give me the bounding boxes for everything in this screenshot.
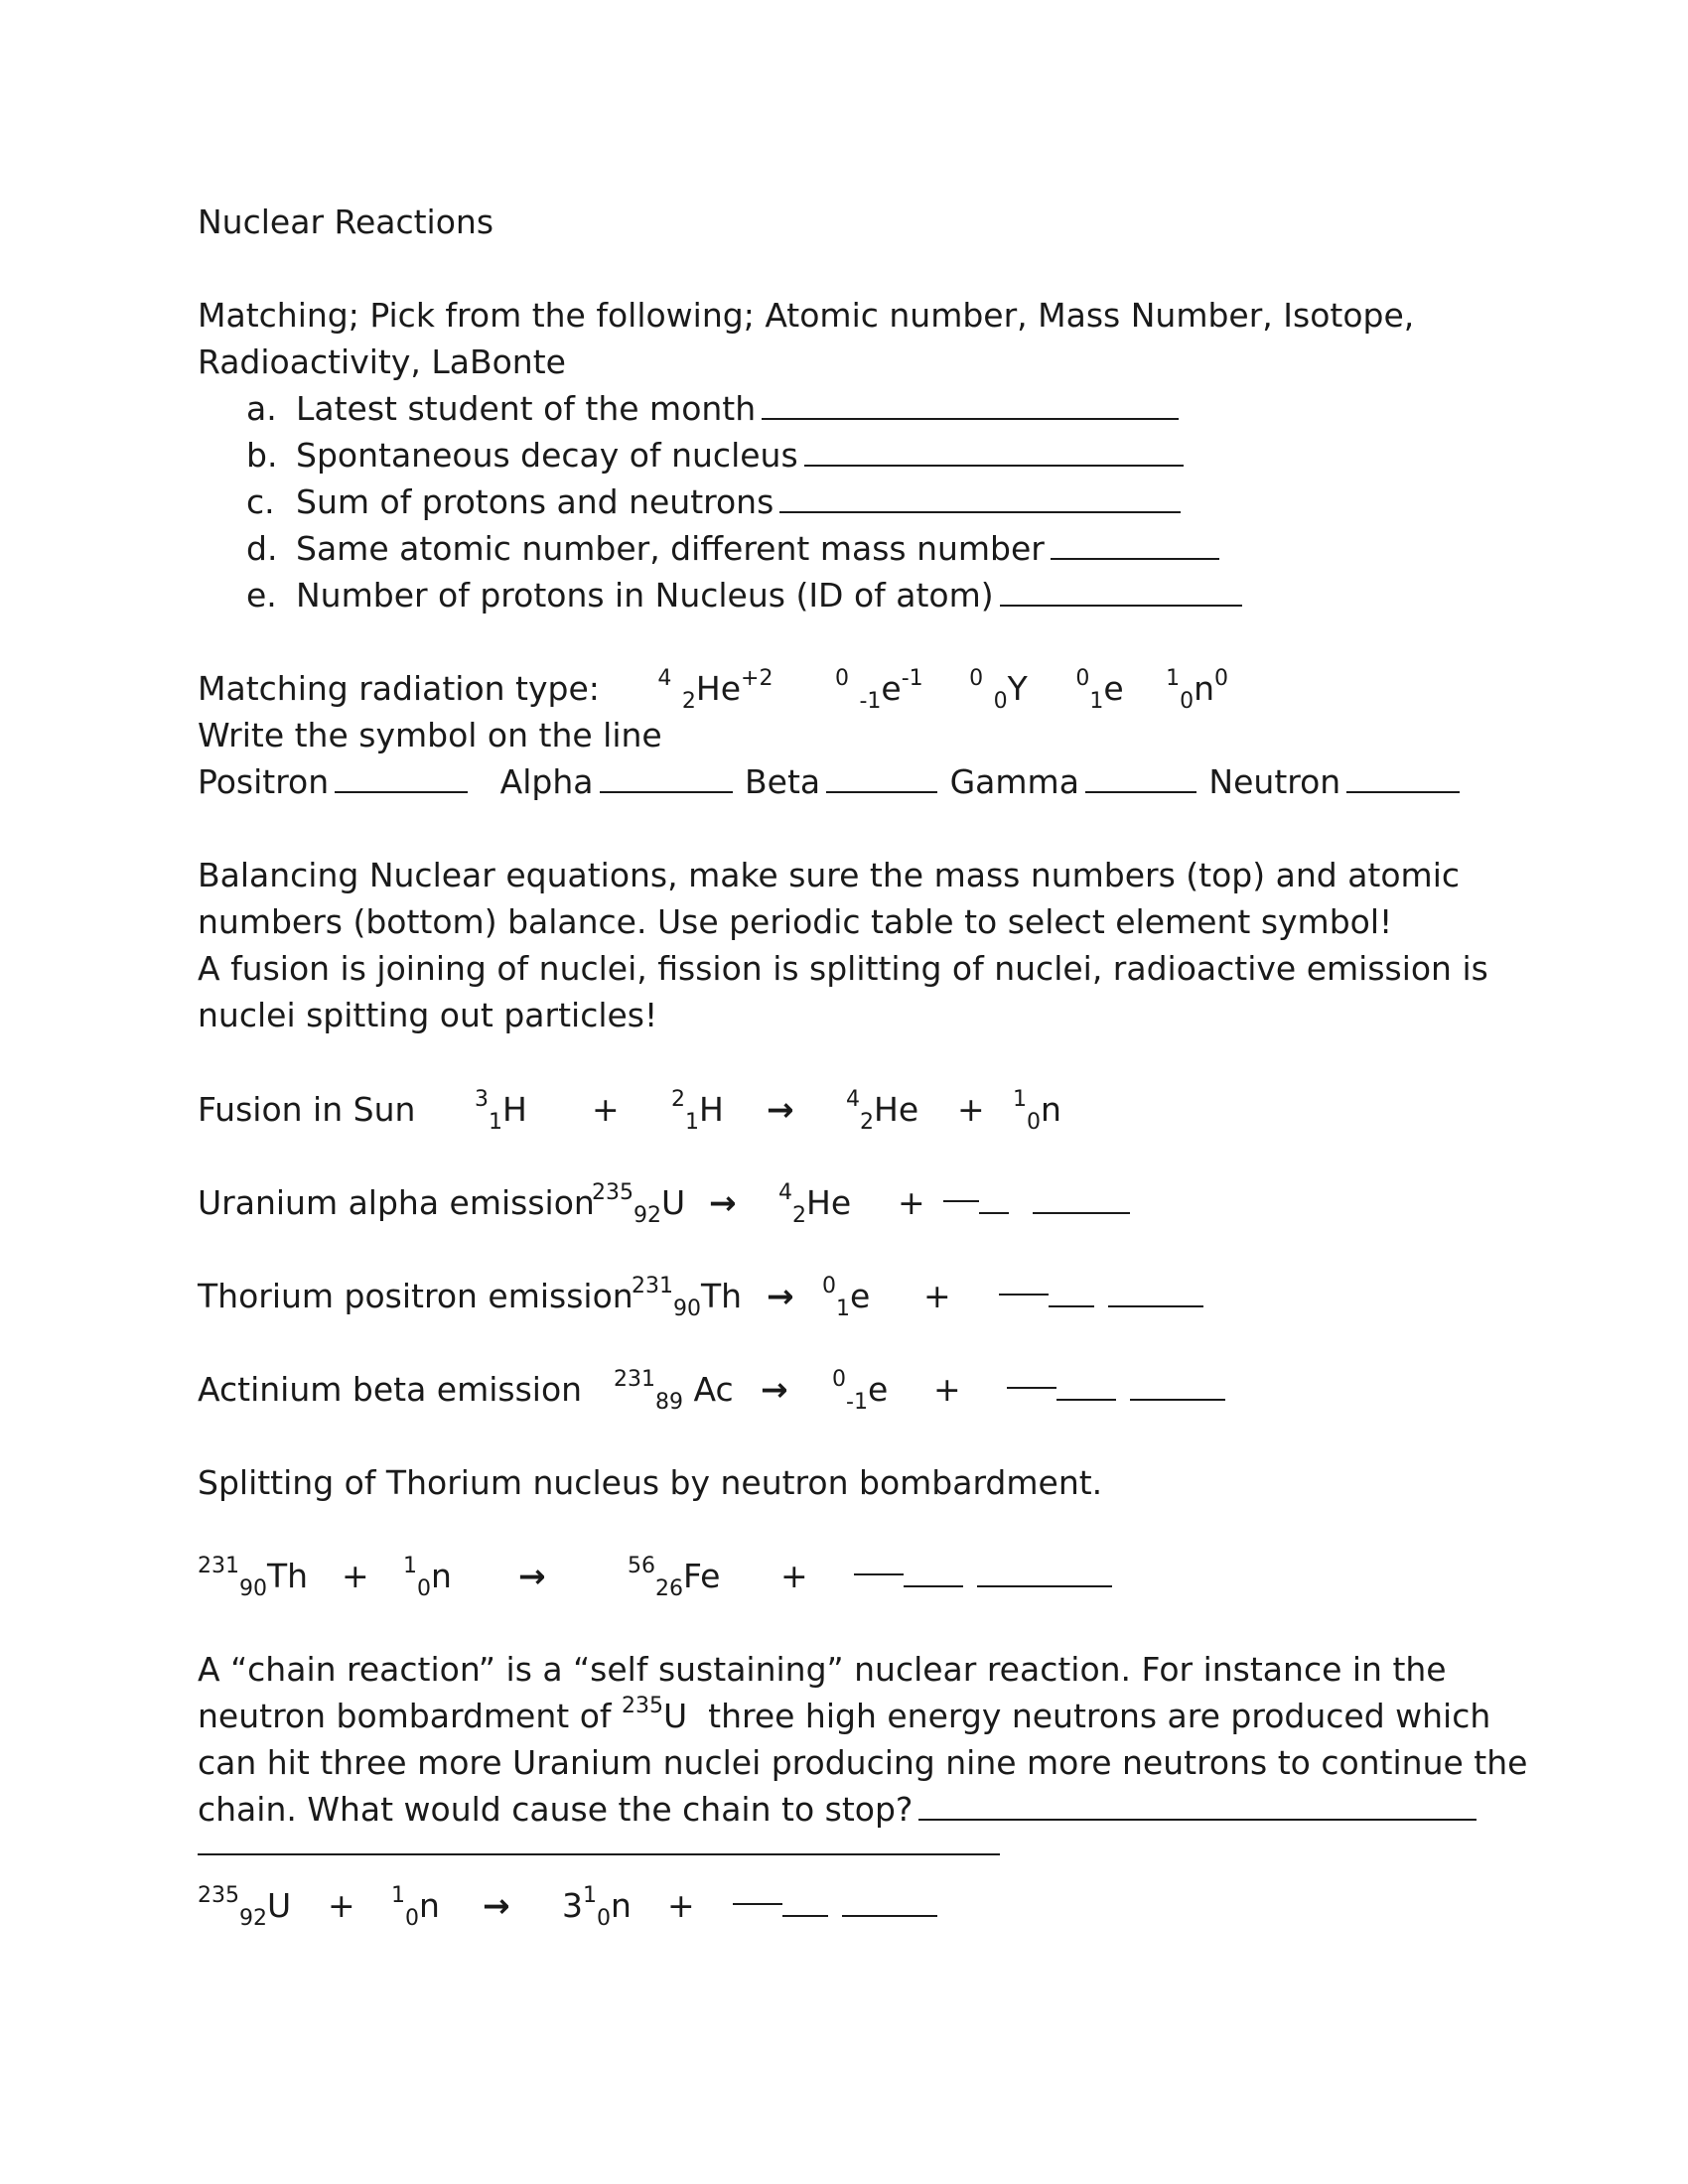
chain-reactant-1: $^{235}_{92}$U bbox=[198, 1883, 292, 1931]
fusion-product-2: $^1_0$n bbox=[1013, 1087, 1061, 1135]
neutron-blank[interactable] bbox=[1346, 790, 1460, 793]
plus-sign: + bbox=[898, 1183, 925, 1222]
answer-blank[interactable] bbox=[762, 417, 1179, 420]
thorium-reactant: $^{231}_{90}$Th bbox=[632, 1274, 743, 1321]
plus-sign: + bbox=[342, 1557, 369, 1595]
chain-text-line-2: neutron bombardment of $^{235}$U three high energy neutrons are produced which bbox=[198, 1694, 1491, 1735]
chain-reactant-2: $^1_0$n bbox=[391, 1883, 440, 1931]
balancing-intro: Balancing Nuclear equations, make sure the mass numbers (top) and atomic numbers (bottom) balance. Use periodic table to select element symbol! bbox=[198, 856, 1460, 941]
splitting-product: $^{56}_{26}$Fe bbox=[628, 1554, 721, 1601]
chain-answer-line-2[interactable] bbox=[198, 1852, 1000, 1855]
positron-blank[interactable] bbox=[335, 790, 468, 793]
chain-question: chain. What would cause the chain to stop? bbox=[198, 1786, 1477, 1833]
plus-sign: + bbox=[923, 1277, 951, 1315]
arrow-icon: → bbox=[767, 1277, 794, 1315]
fusion-reactant-1: $^3_1$H bbox=[475, 1087, 527, 1135]
thorium-product: $^0_1$e bbox=[822, 1274, 871, 1321]
plus-sign: + bbox=[667, 1886, 695, 1925]
actinium-label: Actinium beta emission bbox=[198, 1370, 583, 1409]
chain-eq-answer-blank[interactable] bbox=[733, 1882, 937, 1929]
chain-product: $3^1_0n$ bbox=[562, 1883, 632, 1931]
beta-symbol: $^0$ $_{-1}e^{-1}$ bbox=[834, 666, 923, 714]
list-item: c. Sum of protons and neutrons bbox=[246, 478, 1242, 525]
plus-sign: + bbox=[592, 1090, 620, 1129]
radiation-header: Matching radiation type: $^4$ $_2He^{+2}$ $^0$ $_{-1}e^{-1}$ $^0$ $_0$Y $^0_1$e $^1_0n^0$ bbox=[198, 666, 1229, 714]
fusion-reactant-2: $^2_1$H bbox=[671, 1087, 724, 1135]
splitting-reactant-1: $^{231}_{90}$Th bbox=[198, 1554, 309, 1601]
actinium-answer-blank[interactable] bbox=[1007, 1366, 1225, 1413]
gamma-symbol: $^0$ $_0$Y bbox=[969, 666, 1028, 714]
actinium-product: $^0_{-1}$e bbox=[832, 1367, 889, 1415]
plus-sign: + bbox=[328, 1886, 355, 1925]
radiation-instruction: Write the symbol on the line bbox=[198, 716, 662, 754]
arrow-icon: → bbox=[483, 1886, 510, 1925]
splitting-label: Splitting of Thorium nucleus by neutron bombardment. bbox=[198, 1463, 1103, 1502]
plus-sign: + bbox=[780, 1557, 808, 1595]
actinium-reactant: $^{231}_{89}$ Ac bbox=[614, 1367, 734, 1415]
positron-symbol: $^0_1$e bbox=[1075, 666, 1124, 714]
plus-sign: + bbox=[933, 1370, 961, 1409]
arrow-icon: → bbox=[761, 1370, 788, 1409]
list-item: b. Spontaneous decay of nucleus bbox=[246, 432, 1242, 478]
page-title: Nuclear Reactions bbox=[198, 203, 494, 241]
answer-blank[interactable] bbox=[1000, 604, 1242, 607]
balancing-definition: A fusion is joining of nuclei, fission is splitting of nuclei, radioactive emission is nuclei spitting out particles! bbox=[198, 949, 1488, 1034]
answer-blank[interactable] bbox=[779, 510, 1181, 513]
alpha-blank[interactable] bbox=[600, 790, 733, 793]
splitting-answer-blank[interactable] bbox=[854, 1553, 1112, 1599]
fusion-label: Fusion in Sun bbox=[198, 1090, 416, 1129]
uranium-product: $^4_2$He bbox=[778, 1180, 852, 1228]
beta-blank[interactable] bbox=[826, 790, 937, 793]
chain-answer-blank[interactable] bbox=[918, 1818, 1477, 1821]
uranium-answer-blank[interactable] bbox=[943, 1179, 1130, 1226]
radiation-blanks: Positron Alpha Beta Gamma Neutron bbox=[198, 758, 1460, 805]
fusion-product-1: $^4_2$He bbox=[846, 1087, 919, 1135]
list-item: d. Same atomic number, different mass number bbox=[246, 525, 1242, 572]
alpha-symbol: $^4$ $_2He^{+2}$ bbox=[657, 666, 774, 714]
arrow-icon: → bbox=[709, 1183, 737, 1222]
splitting-reactant-2: $^1_0$n bbox=[403, 1554, 452, 1601]
plus-sign: + bbox=[957, 1090, 985, 1129]
matching-list bbox=[246, 385, 1242, 618]
uranium-label: Uranium alpha emission bbox=[198, 1183, 595, 1222]
thorium-label: Thorium positron emission bbox=[198, 1277, 633, 1315]
list-item: e. Number of protons in Nucleus (ID of atom) bbox=[246, 572, 1242, 618]
arrow-icon: → bbox=[767, 1090, 794, 1129]
gamma-blank[interactable] bbox=[1085, 790, 1196, 793]
answer-blank[interactable] bbox=[1051, 557, 1219, 560]
answer-blank[interactable] bbox=[804, 464, 1184, 467]
neutron-symbol: $^1_0n^0$ bbox=[1166, 666, 1229, 714]
arrow-icon: → bbox=[518, 1557, 546, 1595]
uranium-reactant: $^{235}_{92}$U bbox=[592, 1180, 686, 1228]
thorium-answer-blank[interactable] bbox=[999, 1273, 1203, 1319]
list-item: a. Latest student of the month bbox=[246, 385, 1242, 432]
chain-text-line-3: can hit three more Uranium nuclei producing nine more neutrons to continue the bbox=[198, 1743, 1528, 1782]
matching-intro: Matching; Pick from the following; Atomic number, Mass Number, Isotope, Radioactivity, LaBonte bbox=[198, 296, 1415, 381]
chain-text-line-1: A “chain reaction” is a “self sustaining” nuclear reaction. For instance in the bbox=[198, 1650, 1447, 1689]
